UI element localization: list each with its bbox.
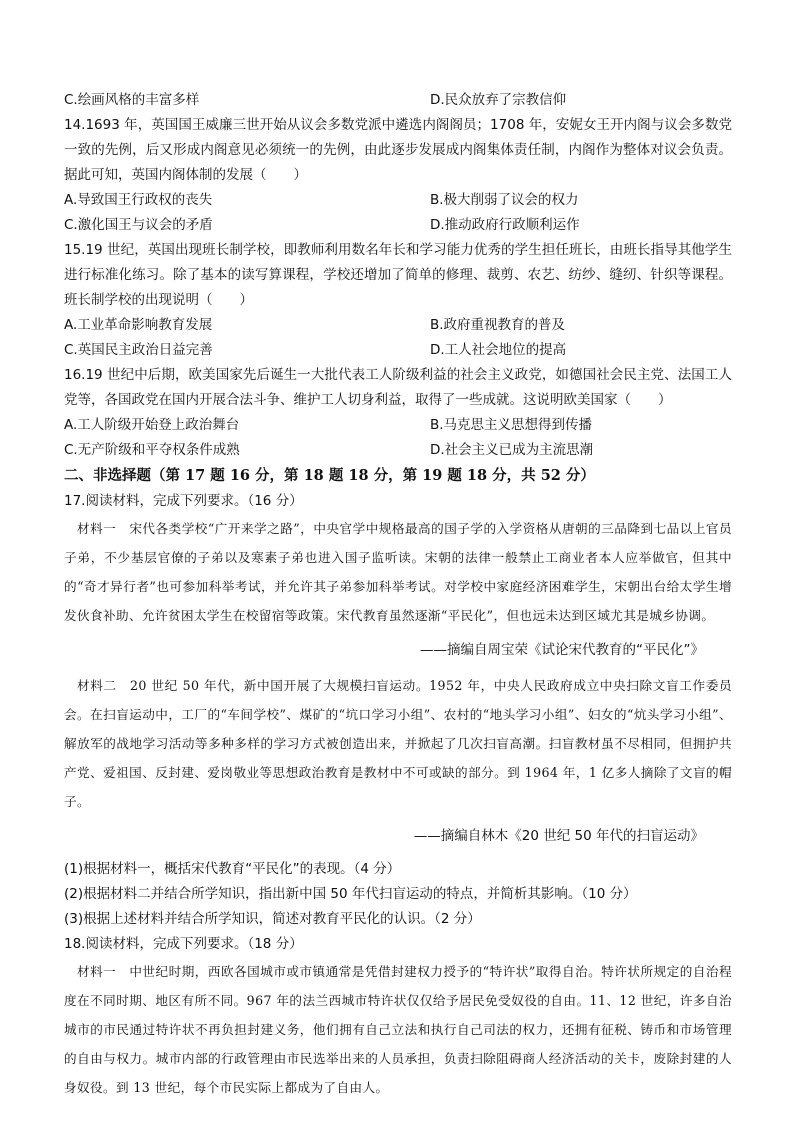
q15-option-a: A.工业革命影响教育发展 <box>64 317 213 333</box>
q15-option-d: D.工人社会地位的提高 <box>430 342 567 358</box>
exam-page <box>64 88 732 1102</box>
q16-option-d: D.社会主义已成为主流思潮 <box>430 442 594 458</box>
q16-options-row-1 <box>64 413 732 438</box>
q16-options-row-2 <box>64 438 732 463</box>
q17-sub-question-3: (3)根据上述材料并结合所学知识，简述对教育平民化的认识。（2 分） <box>64 911 481 927</box>
q16-option-c: C.无产阶级和平夺权条件成熟 <box>64 442 240 458</box>
q17-source-1: ——摘编自周宝荣《试论宋代教育的“平民化”》 <box>420 642 704 658</box>
q14-option-a: A.导致国王行政权的丧失 <box>64 192 213 208</box>
q15-options-row-2 <box>64 338 732 363</box>
q18-material-1: 材料一 中世纪时期，西欧各国城市或市镇通常是凭借封建权力授予的“特许状”取得自治。特许状所规定的自治程度在不同时期、地区有所不同。967 年的法兰西城市特许状仅仅给予居民免受奴役的自由。11、12 世纪，许多自治城市的市民通过特许状不再负担封建义务，他们拥有自己立法和执行自己司法的权力，还拥有征税、铸币和市场管理的自由与权力。城市内部的行政管理由市民选举出来的人员承担，负责扫除阻碍商人经济活动的关卡，废除封建的人身奴役。到 13 世纪，每个市民实际上都成为了自由人。 <box>64 964 732 1095</box>
q15-stem: 15.19 世纪，英国出现班长制学校，即教师利用数名年长和学习能力优秀的学生担任班长，由班长指导其他学生进行标准化练习。除了基本的读写算课程，学校还增加了简单的修理、裁剪、农艺、纺纱、缝纫、针织等课程。班长制学校的出现说明（ ） <box>64 242 732 308</box>
q13-options-tail <box>64 88 732 113</box>
q17-sub-question-1: (1)根据材料一，概括宋代教育“平民化”的表现。（4 分） <box>64 861 401 877</box>
q14-options-row-2 <box>64 213 732 238</box>
q14-options-row-1 <box>64 188 732 213</box>
q14-option-c: C.激化国王与议会的矛盾 <box>64 217 213 233</box>
q15-option-c: C.英国民主政治日益完善 <box>64 342 213 358</box>
q14-stem: 14.1693 年，英国国王威廉三世开始从议会多数党派中遴选内阁阁员；1708 年，安妮女王开内阁与议会多数党一致的先例，后又形成内阁意见必须统一的先例，由此逐步发展成内阁集体责任制，内阁作为整体对议会负责。据此可知，英国内阁体制的发展（ ） <box>64 117 732 183</box>
q17-material-2: 材料二 20 世纪 50 年代，新中国开展了大规模扫盲运动。1952 年，中央人民政府成立中央扫除文盲工作委员会。在扫盲运动中，工厂的“车间学校”、煤矿的“坑口学习小组”、农村的“地头学习小组”、妇女的“炕头学习小组”、解放军的战地学习活动等多种多样的学习方式被创造出来，并掀起了几次扫盲高潮。扫盲教材虽不尽相同，但拥护共产党、爱祖国、反封建、爱岗敬业等思想政治教育是教材中不可或缺的部分。到 1964 年，1 亿多人摘除了文盲的帽子。 <box>64 678 732 809</box>
q15-options-row-1 <box>64 313 732 338</box>
q14-option-b: B.极大削弱了议会的权力 <box>430 192 579 208</box>
q17-source-2: ——摘编自林木《20 世纪 50 年代的扫盲运动》 <box>413 828 704 844</box>
q18-intro: 18.阅读材料，完成下列要求。（18 分） <box>64 936 303 952</box>
section-2-heading: 二、非选择题（第 17 题 16 分，第 18 题 18 分，第 19 题 18 分，共 52 分） <box>64 467 595 484</box>
q17-sub-question-2: (2)根据材料二并结合所学知识，指出新中国 50 年代扫盲运动的特点，并简析其影响。（10 分） <box>64 886 637 902</box>
q16-option-a: A.工人阶级开始登上政治舞台 <box>64 417 240 433</box>
q14-option-d: D.推动政府行政顺利运作 <box>430 217 580 233</box>
q16-stem: 16.19 世纪中后期，欧美国家先后诞生一大批代表工人阶级利益的社会主义政党，如德国社会民主党、法国工人党等，各国政党在国内开展合法斗争、维护工人切身利益，取得了一些成就。这说明欧美国家（ ） <box>64 367 732 408</box>
q17-material-1: 材料一 宋代各类学校“广开来学之路”，中央官学中规格最高的国子学的入学资格从唐朝的三品降到七品以上官员子弟，不少基层官僚的子弟以及寒素子弟也进入国子监听读。宋朝的法律一般禁止工商业者本人应举做官，但其中的“奇才异行者”也可参加科举考试，并允许其子弟参加科举考试。对学校中家庭经济困难学生，宋朝出台给太学生增发伙食补助、允许贫困太学生在校留宿等政策。宋代教育虽然逐渐“平民化”，但也远未达到区域尤其是城乡协调。 <box>64 521 732 623</box>
q13-option-d: D.民众放弃了宗教信仰 <box>430 92 567 108</box>
q13-option-c: C.绘画风格的丰富多样 <box>64 92 200 108</box>
q17-intro: 17.阅读材料，完成下列要求。（16 分） <box>64 493 303 509</box>
q15-option-b: B.政府重视教育的普及 <box>430 317 566 333</box>
q16-option-b: B.马克思主义思想得到传播 <box>430 417 593 433</box>
